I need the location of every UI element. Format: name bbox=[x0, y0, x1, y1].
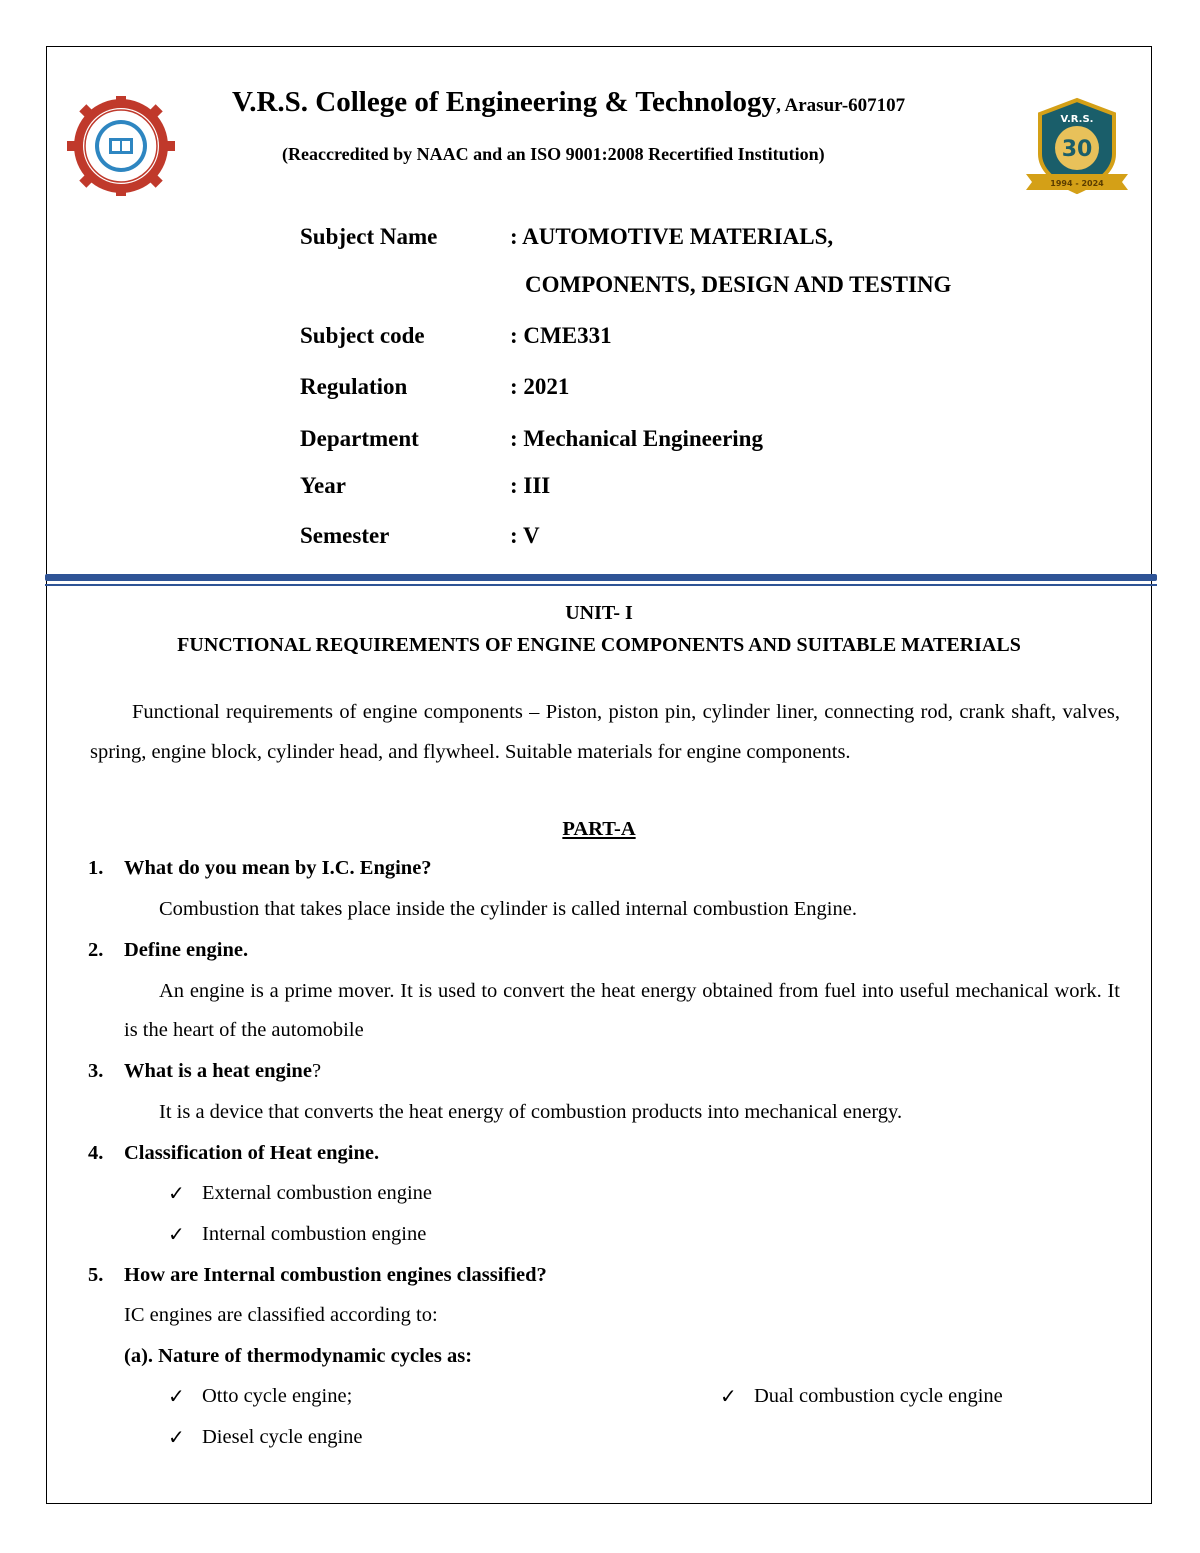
anniversary-badge-logo bbox=[1022, 96, 1132, 196]
list-item: Diesel cycle engine bbox=[202, 1426, 363, 1448]
answer-text: It is a device that converts the heat energy of combustion products into mechanical energy. bbox=[159, 1101, 903, 1123]
question-text: How are Internal combustion engines classified? bbox=[124, 1264, 547, 1286]
subject-code-label: Subject code bbox=[300, 323, 425, 348]
question-text-main: What is a heat engine bbox=[124, 1060, 312, 1082]
college-place: , Arasur-607107 bbox=[776, 95, 906, 116]
checkmark-icon: ✓ bbox=[168, 1224, 185, 1246]
question-mark: ? bbox=[311, 1060, 322, 1082]
svg-text:V.R.S.: V.R.S. bbox=[1060, 114, 1094, 125]
question-text: Classification of Heat engine. bbox=[124, 1142, 380, 1164]
question-number: 4. bbox=[88, 1142, 104, 1164]
unit-title: FUNCTIONAL REQUIREMENTS OF ENGINE COMPONENTS AND SUITABLE MATERIALS bbox=[177, 634, 1021, 656]
list-item: External combustion engine bbox=[202, 1182, 432, 1204]
sub-heading: (a). Nature of thermodynamic cycles as: bbox=[124, 1345, 473, 1367]
regulation-value: : 2021 bbox=[510, 374, 570, 399]
question-number: 5. bbox=[88, 1264, 104, 1286]
unit-syllabus: Functional requirements of engine components – Piston, piston pin, cylinder liner, connecting rod, crank shaft, valves, spring, engine block, cylinder head, and flywheel. Suitable materials for engine components. bbox=[90, 701, 1120, 763]
checkmark-icon: ✓ bbox=[168, 1427, 185, 1449]
list-item: Internal combustion engine bbox=[202, 1223, 427, 1245]
question-text bbox=[124, 1060, 321, 1083]
semester-value: : V bbox=[510, 523, 540, 548]
svg-text:30: 30 bbox=[1061, 137, 1093, 162]
college-name: V.R.S. College of Engineering & Technology bbox=[232, 86, 777, 118]
checkmark-icon: ✓ bbox=[720, 1386, 737, 1408]
question-text: What do you mean by I.C. Engine? bbox=[124, 857, 432, 879]
department-value: : Mechanical Engineering bbox=[510, 426, 763, 451]
subject-code-value: : CME331 bbox=[510, 323, 612, 348]
college-title bbox=[232, 86, 905, 119]
checkmark-icon: ✓ bbox=[168, 1183, 185, 1205]
department-label: Department bbox=[300, 426, 419, 451]
checkmark-icon: ✓ bbox=[168, 1386, 185, 1408]
college-emblem-logo bbox=[62, 96, 180, 196]
accreditation-line: (Reaccredited by NAAC and an ISO 9001:2008 Recertified Institution) bbox=[282, 144, 825, 164]
section-divider-thin bbox=[45, 584, 1157, 586]
year-value: : III bbox=[510, 473, 551, 498]
answer-text: An engine is a prime mover. It is used to convert the heat energy obtained from fuel into useful mechanical work. It is the heart of the automobile bbox=[124, 980, 1120, 1041]
answer-text: Combustion that takes place inside the cylinder is called internal combustion Engine. bbox=[159, 898, 857, 920]
subject-name-label: Subject Name bbox=[300, 224, 438, 249]
section-divider bbox=[45, 574, 1157, 581]
unit-number: UNIT- I bbox=[565, 602, 633, 624]
question-text: Define engine. bbox=[124, 939, 249, 961]
question-number: 3. bbox=[88, 1060, 104, 1082]
svg-text:1994 - 2024: 1994 - 2024 bbox=[1050, 179, 1104, 188]
regulation-label: Regulation bbox=[300, 374, 408, 399]
question-number: 2. bbox=[88, 939, 104, 961]
subject-name-value: : AUTOMOTIVE MATERIALS, bbox=[510, 224, 834, 249]
list-item: Dual combustion cycle engine bbox=[754, 1385, 1003, 1407]
part-title: PART-A bbox=[562, 818, 636, 840]
year-label: Year bbox=[300, 473, 346, 498]
semester-label: Semester bbox=[300, 523, 390, 548]
question-number: 1. bbox=[88, 857, 104, 879]
answer-text: IC engines are classified according to: bbox=[124, 1304, 438, 1326]
list-item: Otto cycle engine; bbox=[202, 1385, 353, 1407]
subject-name-value-cont: COMPONENTS, DESIGN AND TESTING bbox=[525, 272, 952, 297]
